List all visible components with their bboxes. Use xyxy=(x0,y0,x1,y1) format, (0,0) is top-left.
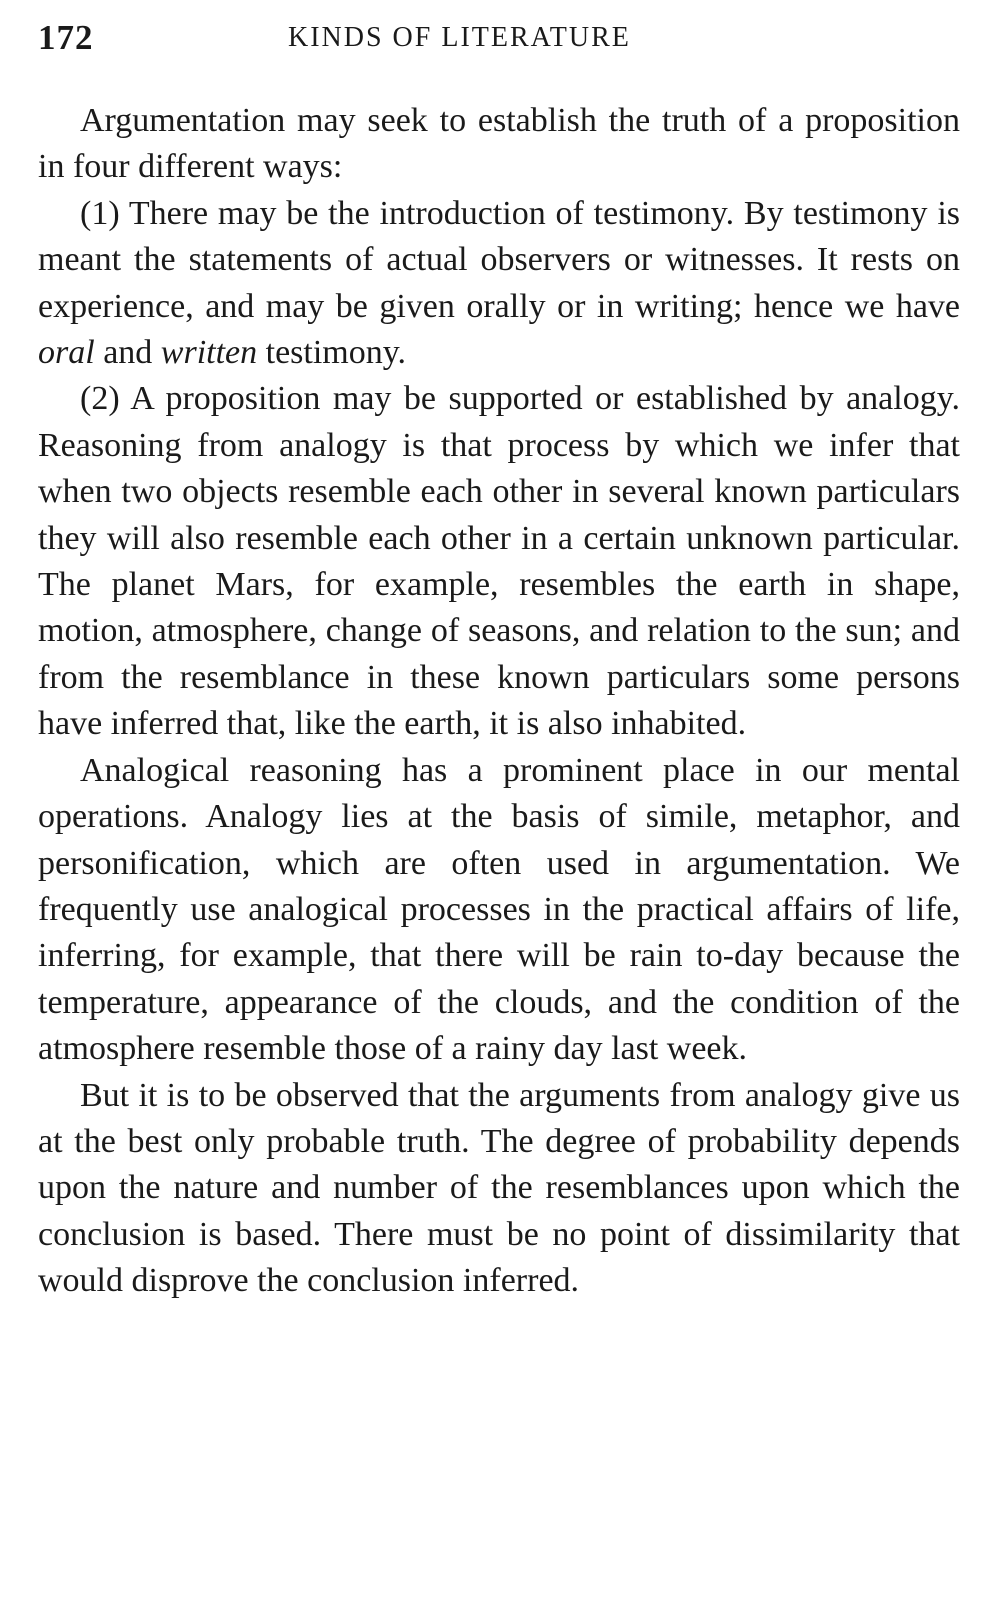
testimony-text-middle: and xyxy=(94,334,161,372)
paragraph-testimony xyxy=(38,191,960,377)
paragraph-analogy-text: (2) A proposition may be supported or established by analogy. Reasoning from analogy is that process by which we infer that when two objects resemble each other in several known particulars they will also resemble each other in a certain unknown particular. The planet Mars, for example, resembles the earth in shape, motion, atmosphere, change of seasons, and relation to the sun; and from the resemblance in these known particulars some persons have inferred that, like the earth, it is also inhabited. xyxy=(38,380,960,743)
running-title: KINDS OF LITERATURE xyxy=(288,22,631,53)
term-written: written xyxy=(160,334,258,372)
paragraph-analogical-reasoning xyxy=(38,748,960,1073)
paragraph-analogical-reasoning-text: Analogical reasoning has a prominent place in our mental operations. Analogy lies at the basis of simile, metaphor, and personification, which are often used in argumentation. We frequently use analogical processes in the practical affairs of life, inferring, for example, that there will be rain to-day because the temperature, appearance of the clouds, and the condition of the atmosphere resemble those of a rainy day last week. xyxy=(38,751,960,1068)
term-oral: oral xyxy=(38,334,95,372)
paragraph-probable-truth-text: But it is to be observed that the arguments from analogy give us at the best only probable truth. The degree of probability depends upon the nature and number of the resemblances upon which the conclusion is based. There must be no point of dissimilarity that would disprove the conclusion inferred. xyxy=(38,1076,960,1300)
paragraph-intro xyxy=(38,98,960,191)
running-head xyxy=(38,18,958,68)
page-number: 172 xyxy=(38,18,94,57)
testimony-text-before: (1) There may be the introduction of testimony. By testimony is meant the statements of actual observers or witnesses. It rests on experience, and may be given orally or in writing; hence we have xyxy=(38,194,960,325)
paragraph-probable-truth xyxy=(38,1073,960,1305)
paragraph-intro-text: Argumentation may seek to establish the truth of a proposition in four different ways: xyxy=(38,102,960,186)
body-text xyxy=(38,98,960,1305)
paragraph-analogy xyxy=(38,376,960,747)
testimony-text-after: testimony. xyxy=(257,334,407,372)
